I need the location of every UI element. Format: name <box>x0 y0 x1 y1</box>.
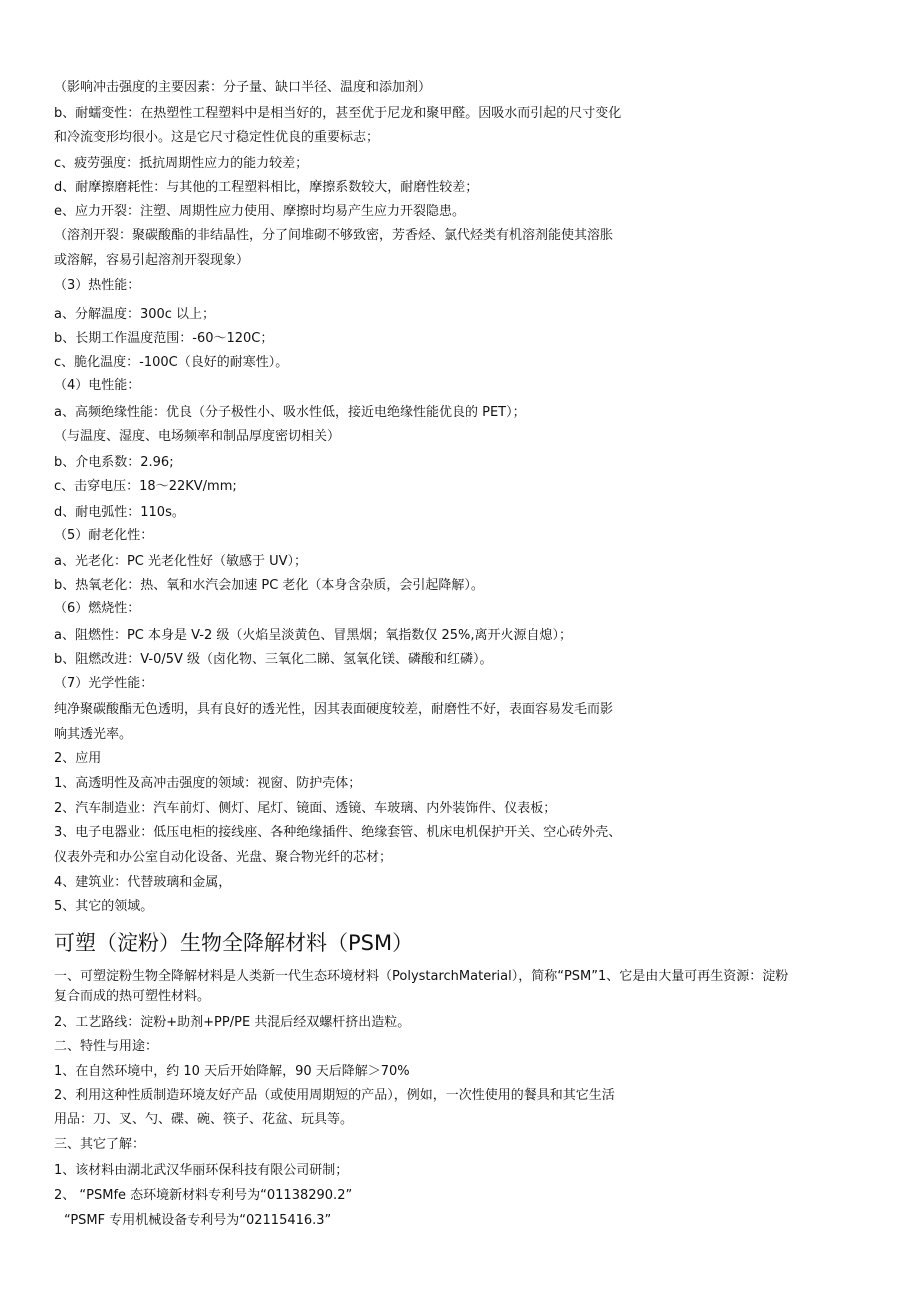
text-line: （与温度、湿度、电场频率和制品厚度密切相关） <box>54 429 341 444</box>
text-line: c、疲劳强度：抵抗周期性应力的能力较差； <box>54 156 309 171</box>
text-line: 1、在自然环境中，约 10 天后开始降解，90 天后降解＞70% <box>54 1064 410 1079</box>
text-line: 4、建筑业：代替玻璃和金属， <box>54 875 232 890</box>
text-line: c、脆化温度：-100C（良好的耐寒性）。 <box>54 355 289 370</box>
text-line: b、阻燃改进：V-0/5V 级（卤化物、三氧化二睇、氢氧化镁、磷酸和红磷）。 <box>54 652 493 667</box>
text-line: b、热氧老化：热、氧和水汽会加速 PC 老化（本身含杂质，会引起降解）。 <box>54 578 484 593</box>
text-line: 2、工艺路线：淀粉+助剂+PP/PE 共混后经双螺杆挤出造粒。 <box>54 1015 411 1030</box>
section-title: 2、应用 <box>54 751 102 766</box>
text-line: （溶剂开裂：聚碳酸酯的非结晶性，分了间堆砌不够致密，芳香烃、氯代烃类有机溶剂能使其溶胀 <box>54 228 614 243</box>
text-line: 仪表外壳和办公室自动化设备、光盘、聚合物光纤的芯材； <box>54 850 393 865</box>
text-line: b、介电系数：2.96; <box>54 455 174 470</box>
text-line: 复合而成的热可塑性材料。 <box>54 989 211 1004</box>
text-line: 3、电子电器业：低压电柜的接线座、各种绝缘插件、绝缘套管、机床电机保护开关、空心砖外壳、 <box>54 825 622 840</box>
text-line: b、长期工作温度范围：-60～120C； <box>54 331 274 346</box>
text-line: 三、其它了解： <box>54 1137 146 1152</box>
section-heading: 可塑（淀粉）生物全降解材料（PSM） <box>54 931 414 955</box>
text-line: “PSMF 专用机械设备专利号为“02115416.3” <box>64 1213 332 1228</box>
subsection-title: （6）燃烧性： <box>54 601 141 616</box>
text-line: a、光老化：PC 光老化性好（敏感于 UV）； <box>54 554 308 569</box>
text-line: b、耐蠕变性：在热塑性工程塑料中是相当好的，甚至优于尼龙和聚甲醛。因吸水而引起的尺寸变化 <box>54 106 622 121</box>
subsection-title: （5）耐老化性： <box>54 528 154 543</box>
text-line: a、阻燃性：PC 本身是 V-2 级（火焰呈淡黄色、冒黑烟；氧指数仅 25%,离开火源自熄）； <box>54 628 573 643</box>
text-line: 1、该材料由湖北武汉华丽环保科技有限公司研制； <box>54 1163 349 1178</box>
text-line: 2、汽车制造业：汽车前灯、侧灯、尾灯、镜面、透镜、车玻璃、内外装饰件、仪表板； <box>54 801 557 816</box>
text-line: e、应力开裂：注塑、周期性应力使用、摩擦时均易产生应力开裂隐患。 <box>54 204 465 219</box>
text-line: （影响冲击强度的主要因素：分子量、缺口半径、温度和添加剂） <box>54 80 432 95</box>
text-line: 用品：刀、叉、勺、碟、碗、筷子、花盆、玩具等。 <box>54 1112 354 1127</box>
text-line: 2、利用这种性质制造环境友好产品（或使用周期短的产品），例如，一次性使用的餐具和其它生活 <box>54 1088 615 1103</box>
text-line: 和冷流变形均很小。这是它尺寸稳定性优良的重要标志； <box>54 130 380 145</box>
text-line: 或溶解，容易引起溶剂开裂现象） <box>54 253 250 268</box>
text-line: 5、其它的领域。 <box>54 899 154 914</box>
text-line: a、分解温度：300c 以上； <box>54 307 216 322</box>
text-line: 响其透光率。 <box>54 727 133 742</box>
text-line: 纯净聚碳酸酯无色透明，具有良好的透光性，因其表面硬度较差，耐磨性不好，表面容易发毛而影 <box>54 702 614 717</box>
subsection-title: （7）光学性能： <box>54 676 154 691</box>
subsection-title: （3）热性能： <box>54 278 141 293</box>
text-line: 1、高透明性及高冲击强度的领域：视窗、防护壳体； <box>54 776 362 791</box>
text-line: 二、特性与用途： <box>54 1039 159 1054</box>
text-line: d、耐电弧性：110s。 <box>54 505 185 520</box>
text-line: a、高频绝缘性能：优良（分子极性小、吸水性低，接近电绝缘性能优良的 PET）； <box>54 405 526 420</box>
text-line: 2、 “PSMfe 态环境新材料专利号为“01138290.2” <box>54 1188 353 1203</box>
text-line: d、耐摩擦磨耗性：与其他的工程塑料相比，摩擦系数较大，耐磨性较差； <box>54 180 479 195</box>
text-line: c、击穿电压：18～22KV/mm; <box>54 479 237 494</box>
subsection-title: （4）电性能： <box>54 378 141 393</box>
text-line: 一、可塑淀粉生物全降解材料是人类新一代生态环境材料（PolystarchMaterial），简称“PSM”1、它是由大量可再生资源：淀粉 <box>54 969 789 984</box>
